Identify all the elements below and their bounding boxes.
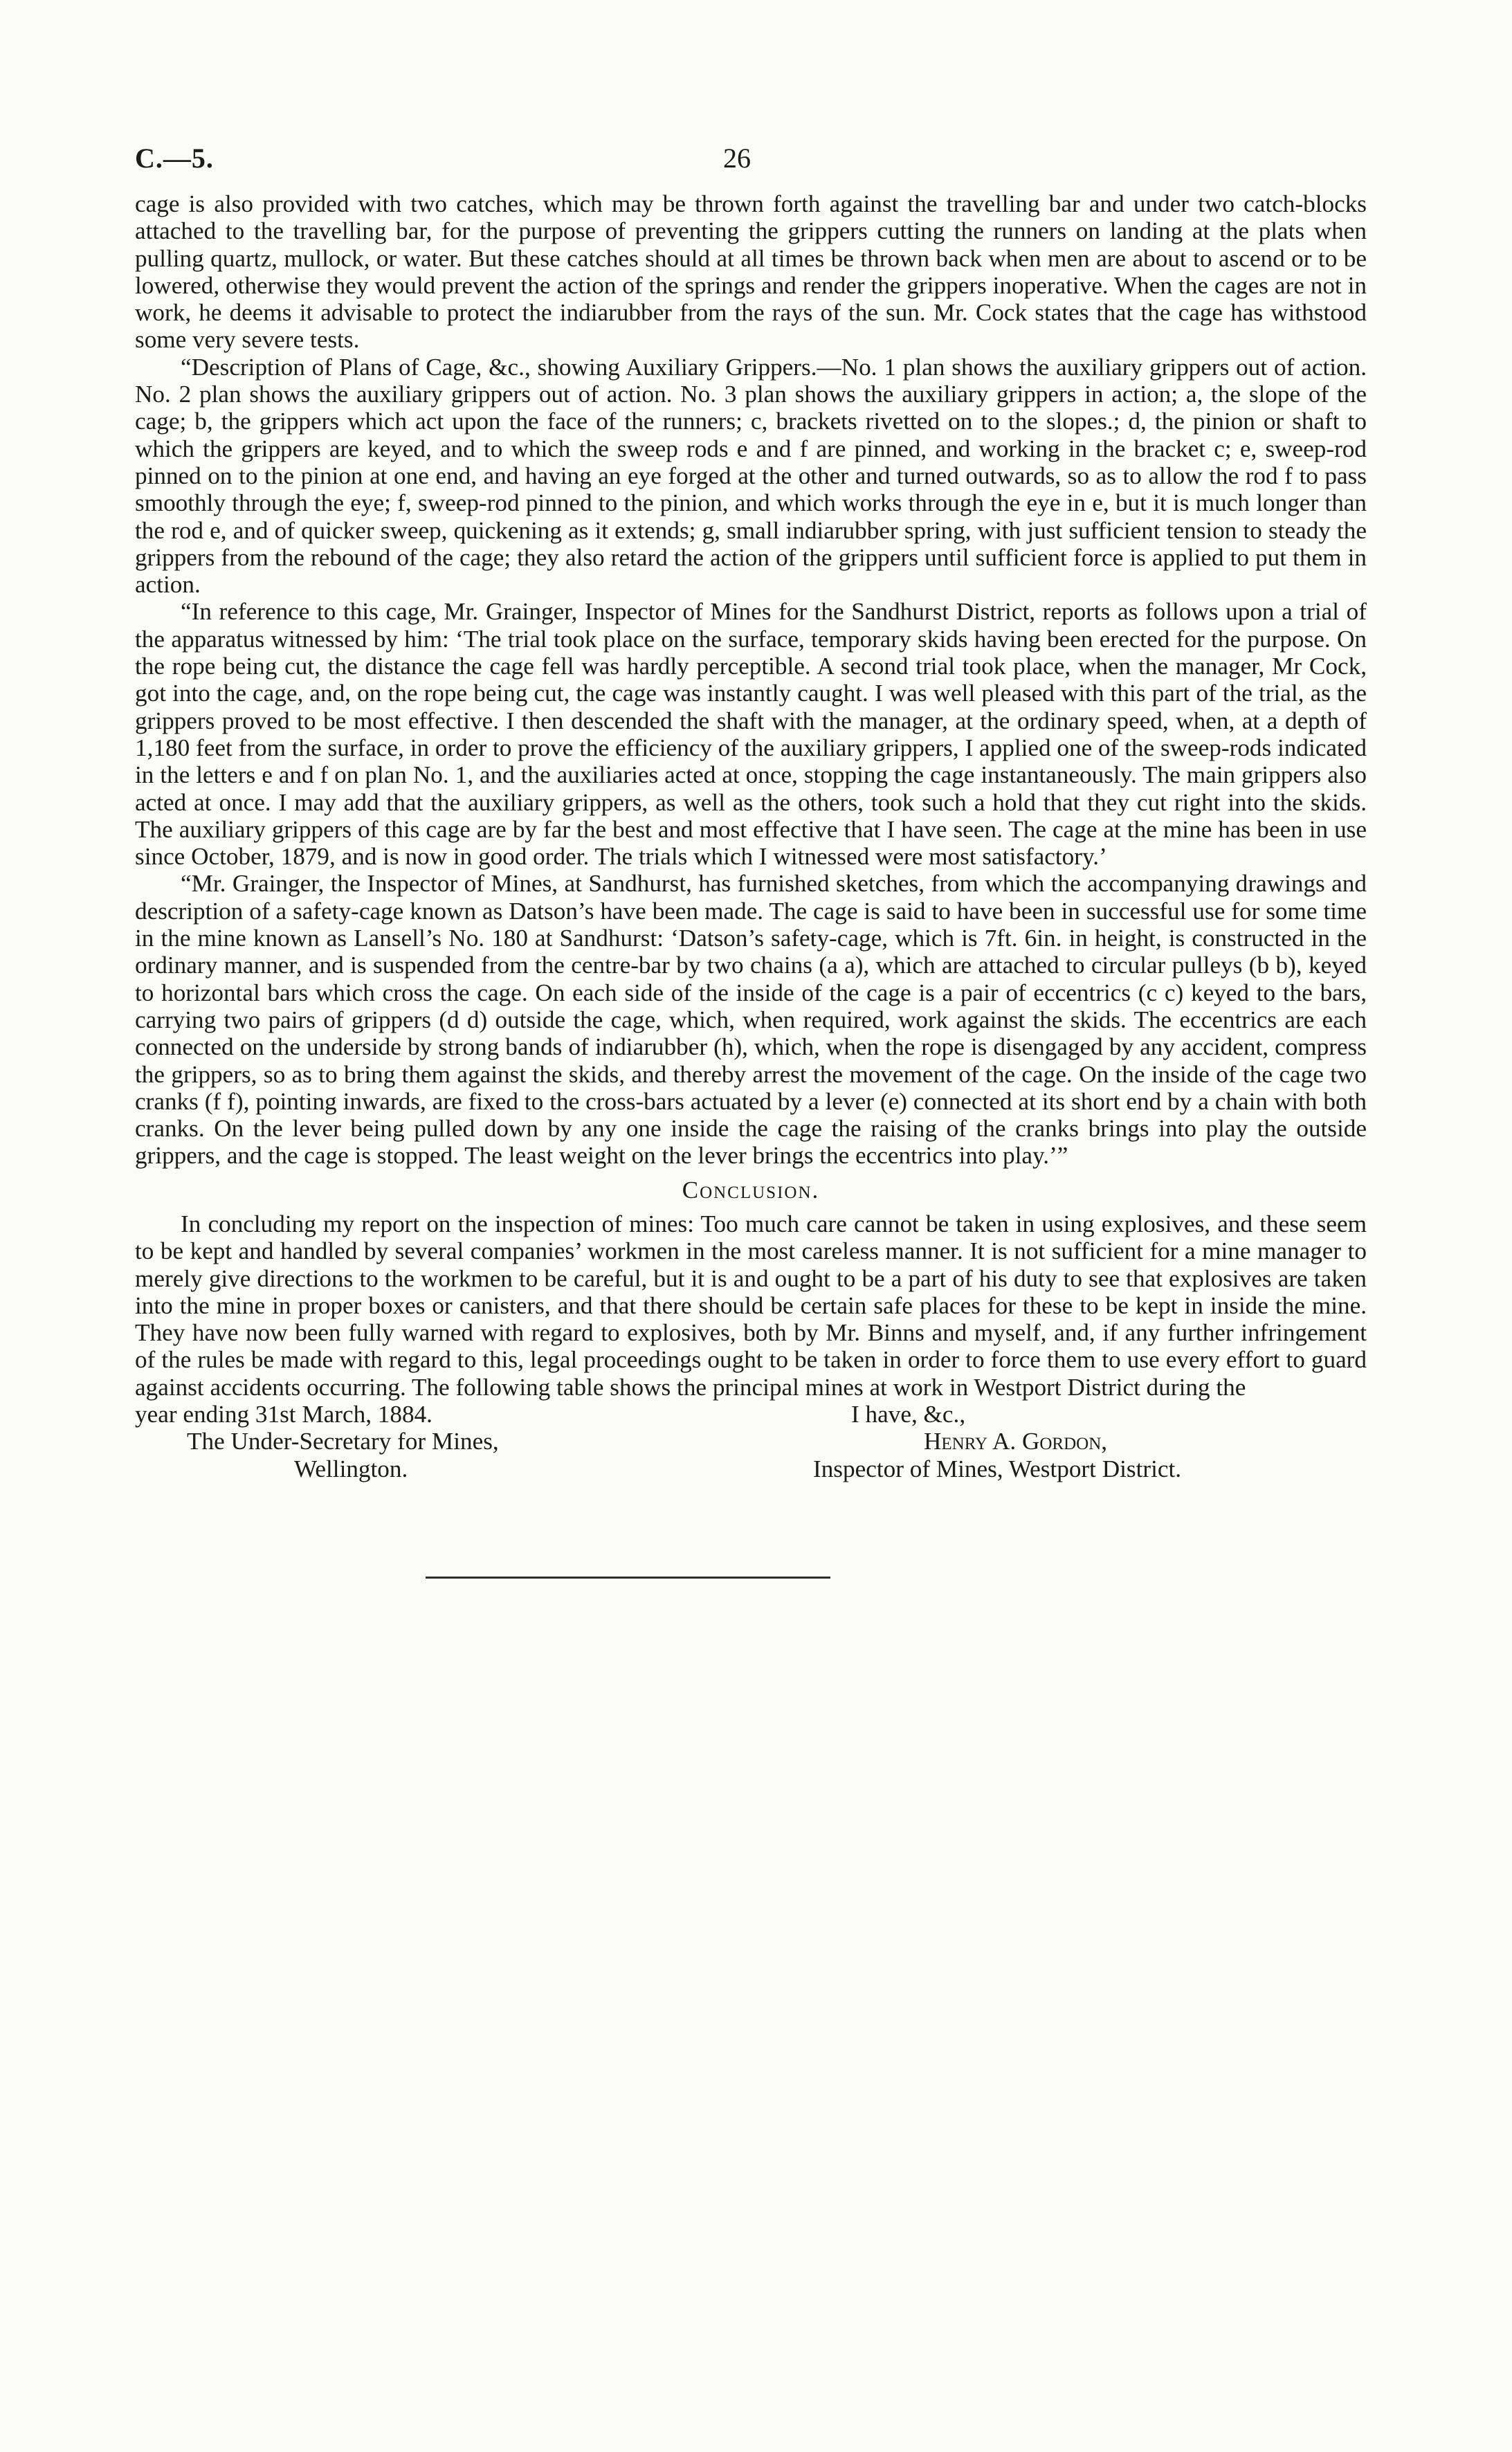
paragraph: “Mr. Grainger, the Inspector of Mines, at Sandhurst, has furnished sketches, from which the accompanying drawings and description of a safety-cage known as Datson’s have been made. The cage is said to have been in successful use for some time in the mine known as Lansell’s No. 180 at Sandhurst: ‘Datson’s safety-cage, which is 7ft. 6in. in height, is constructed in the ordinary manner, and is suspended from the centre-bar by two chains (a a), which are attached to circular pulleys (b b), keyed to horizontal bars which cross the cage. On each side of the inside of the cage is a pair of eccentrics (c c) keyed to the bars, carrying two pairs of grippers (d d) outside the cage, which, when required, work against the skids. The eccentrics are each connected on the underside by strong bands of indiarubber (h), which, when the rope is disengaged by any accident, compress the grippers, so as to bring them against the skids, and thereby arrest the movement of the cage. On the inside of the cage two cranks (f f), pointing inwards, are fixed to the cross-bars actuated by a lever (e) connected at its short end by a chain with both cranks. On the lever being pulled down by any one inside the cage the raising of the cranks brings into play the outside grippers, and the cage is stopped. The least weight on the lever brings the eccentrics into play.’” xyxy=(135,870,1367,1170)
signature-row xyxy=(135,1428,1367,1455)
page-header xyxy=(135,142,1367,190)
report-body xyxy=(135,190,1367,1401)
addressee-place: Wellington. xyxy=(294,1455,408,1482)
document-reference: C.—5. xyxy=(135,143,214,174)
signatory-name: Henry A. Gordon, xyxy=(924,1428,1108,1455)
paragraph: In concluding my report on the inspection of mines: Too much care cannot be taken in using explosives, and these seem to be kept and handled by several companies’ workmen in the most careless manner. It is not sufficient for a mine manager to merely give directions to the workmen to be careful, but it is and ought to be a part of his duty to see that explosives are taken into the mine in proper boxes or canisters, and that there should be certain safe places for these to be kept in inside the mine. They have now been fully warned with regard to explosives, both by Mr. Binns and myself, and, if any further infringement of the rules be made with regard to this, legal proceedings ought to be taken in order to force them to use every effort to guard against accidents occurring. The following table shows the principal mines at work in Westport District during the xyxy=(135,1210,1367,1401)
signature-row xyxy=(135,1455,1367,1482)
paragraph: “Description of Plans of Cage, &c., showing Auxiliary Grippers.—No. 1 plan shows the auxiliary grippers out of action. No. 2 plan shows the auxiliary grippers out of action. No. 3 plan shows the auxiliary grippers in action; a, the slope of the cage; b, the grippers which act upon the face of the runners; c, brackets rivetted on to the slopes.; d, the pinion or shaft to which the grippers are keyed, and to which the sweep rods e and f are pinned, and working in the bracket c; e, sweep-rod pinned on to the pinion at one end, and having an eye forged at the other and turned outwards, so as to allow the rod f to pass smoothly through the eye; f, sweep-rod pinned to the pinion, and which works through the eye in e, but it is much longer than the rod e, and of quicker sweep, quickening as it extends; g, small indiarubber spring, with just sufficient tension to steady the grippers from the rebound of the cage; they also retard the action of the grippers until sufficient force is applied to put them in action. xyxy=(135,353,1367,599)
closing-rule xyxy=(426,1577,830,1579)
signature-row xyxy=(135,1401,1367,1428)
paragraph: “In reference to this cage, Mr. Grainger, Inspector of Mines for the Sandhurst District, reports as follows upon a trial of the apparatus witnessed by him: ‘The trial took place on the surface, temporary skids having been erected for the purpose. On the rope being cut, the distance the cage fell was hardly perceptible. A second trial took place, when the manager, Mr Cock, got into the cage, and, on the rope being cut, the cage was instantly caught. I was well pleased with this part of the trial, as the grippers proved to be most effective. I then descended the shaft with the manager, at the ordinary speed, when, at a depth of 1,180 feet from the surface, in order to prove the efficiency of the auxiliary grippers, I applied one of the sweep-rods indicated in the letters e and f on plan No. 1, and the auxiliaries acted at once, stopping the cage instantaneously. The main grippers also acted at once. I may add that the auxiliary grippers, as well as the others, took such a hold that they cut right into the skids. The auxiliary grippers of this cage are by far the best and most effective that I have seen. The cage at the mine has been in use since October, 1879, and is now in good order. The trials which I witnessed were most satisfactory.’ xyxy=(135,598,1367,871)
addressee: The Under-Secretary for Mines, xyxy=(187,1428,499,1455)
page-number: 26 xyxy=(723,143,751,174)
document-page xyxy=(135,142,1367,1482)
section-heading: Conclusion. xyxy=(682,1176,820,1204)
year-ending-text: year ending 31st March, 1884. xyxy=(135,1401,432,1428)
closing-text: I have, &c., xyxy=(851,1401,966,1428)
signatory-title: Inspector of Mines, Westport District. xyxy=(813,1455,1182,1482)
paragraph: cage is also provided with two catches, which may be thrown forth against the travelling bar and under two catch-blocks attached to the travelling bar, for the purpose of preventing the grippers cutting the runners on landing at the plats when pulling quartz, mullock, or water. But these catches should at all times be thrown back when men are about to ascend or to be lowered, otherwise they would prevent the action of the springs and render the grippers inoperative. When the cages are not in work, he deems it advisable to protect the indiarubber from the rays of the sun. Mr. Cock states that the cage has withstood some very severe tests. xyxy=(135,190,1367,354)
